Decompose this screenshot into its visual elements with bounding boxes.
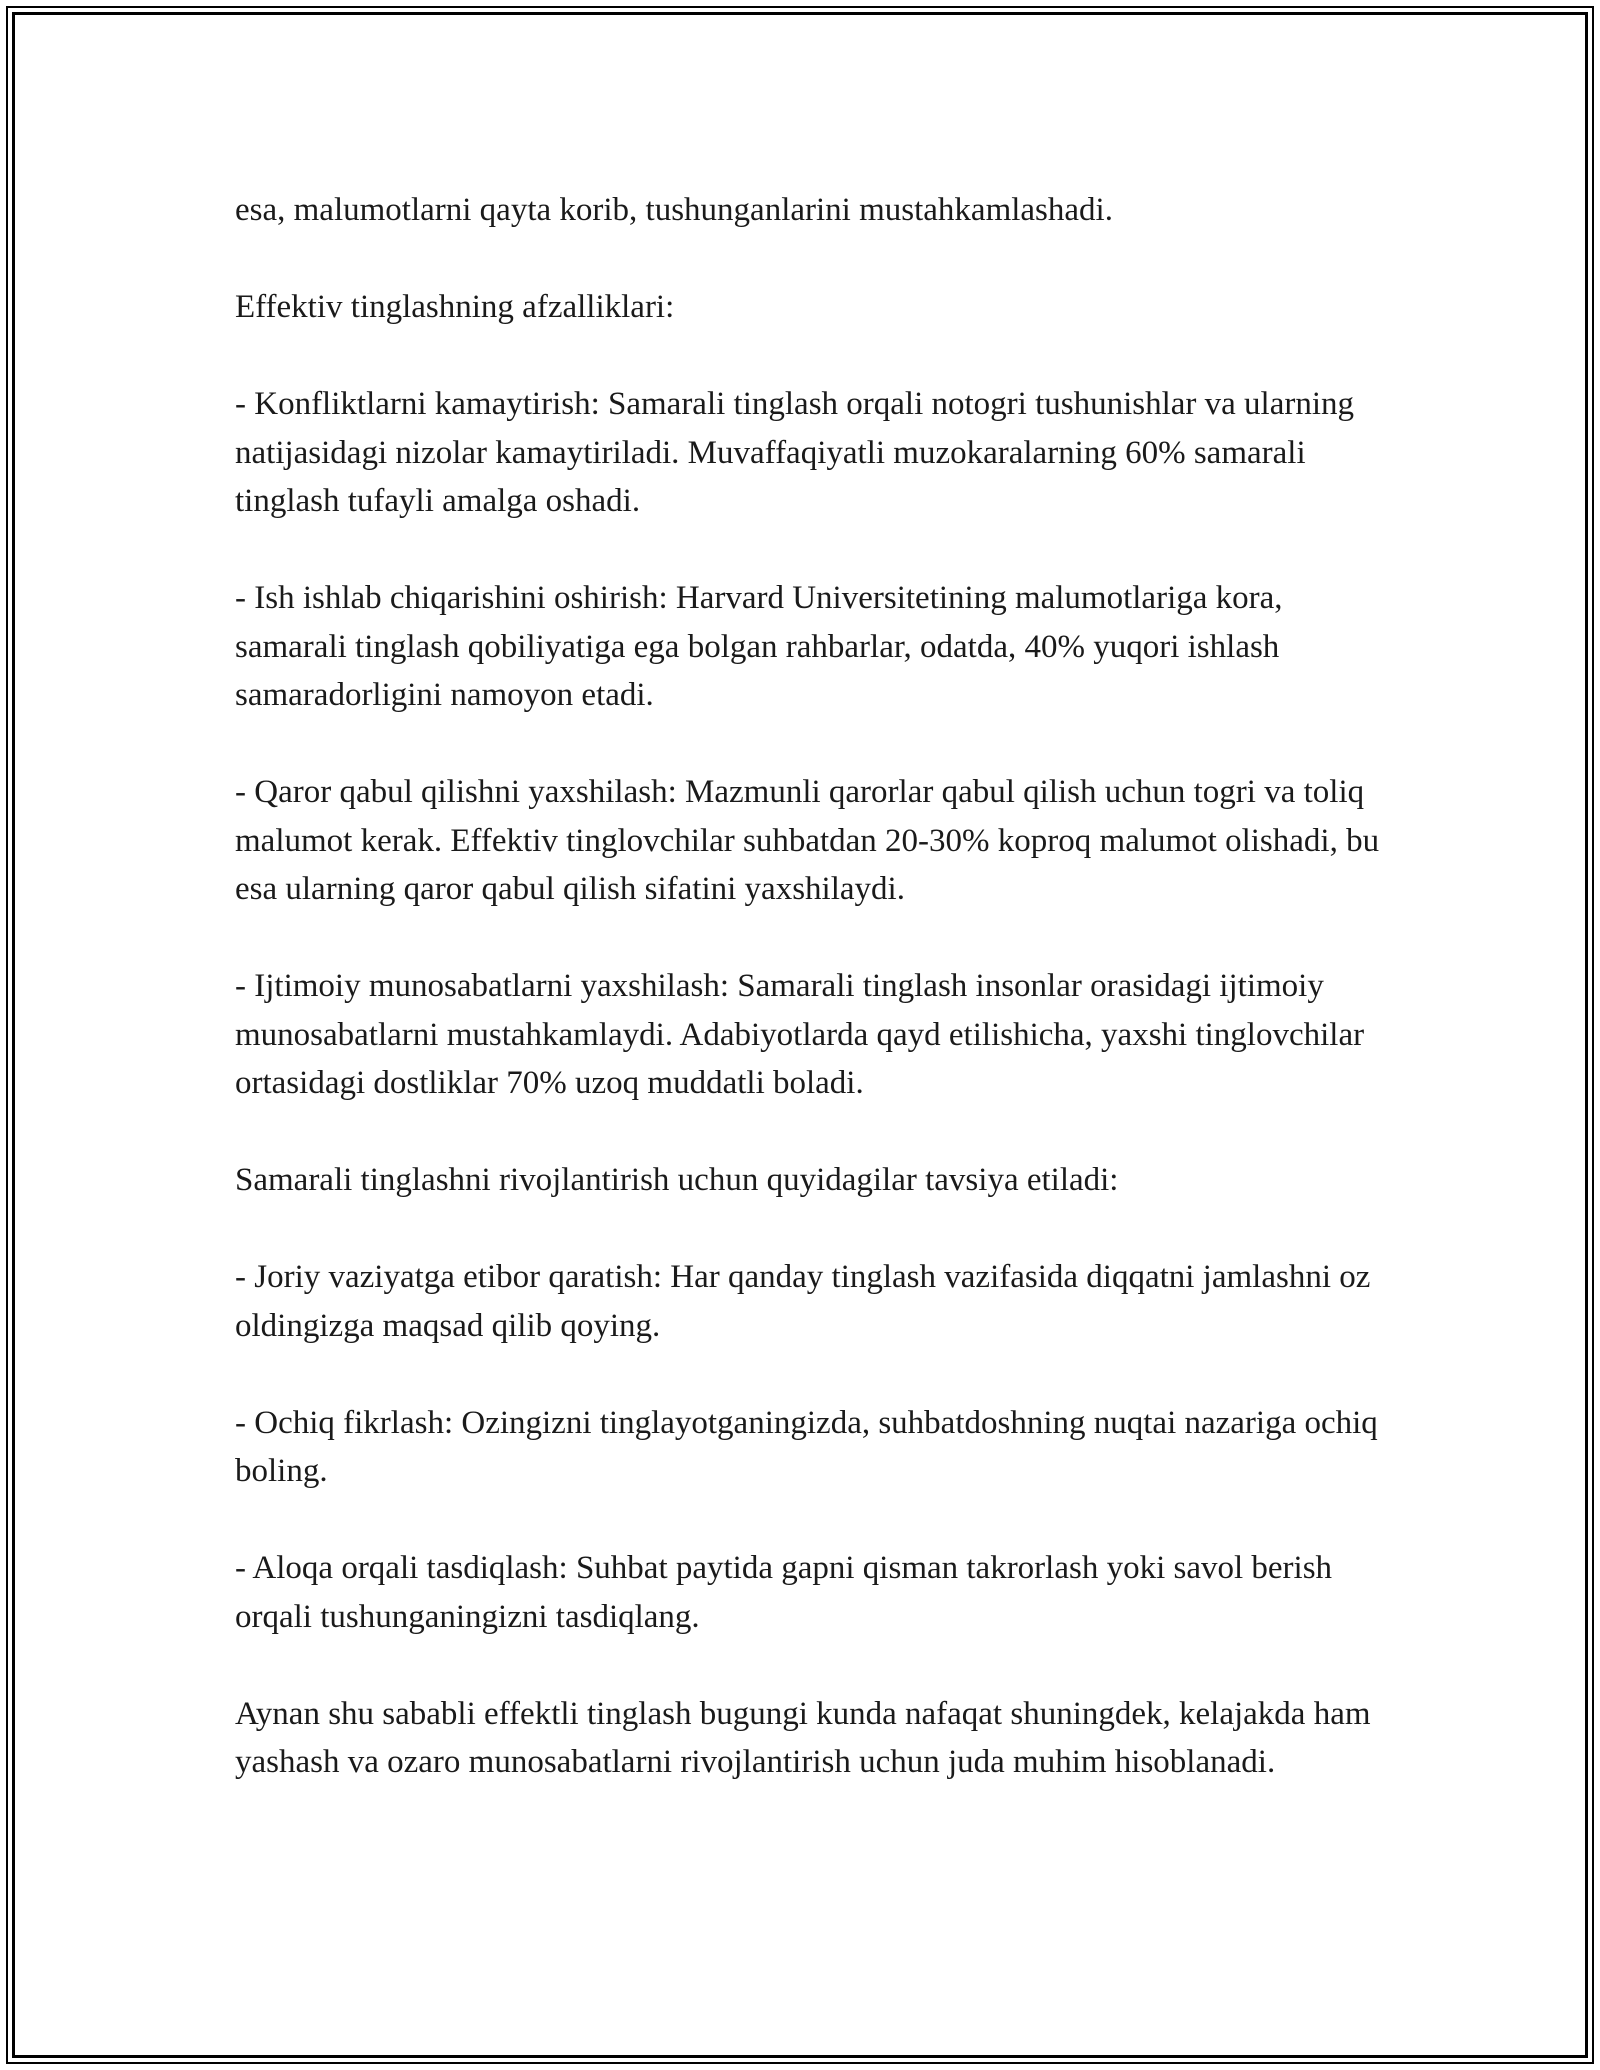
paragraph-continuation: esa, malumotlarni qayta korib, tushunganlarini mustahkamlashadi. <box>235 192 1113 228</box>
benefit-item-decisions: - Qaror qabul qilishni yaxshilash: Mazmunli qarorlar qabul qilish uchun togri va toliq malumot kerak. Effektiv tinglovchilar suhbatdan 20-30% koproq malumot olishadi, bu esa ularning qaror qabul qilish sifatini yaxshilaydi. <box>235 774 1380 907</box>
benefit-item-relationships: - Ijtimoiy munosabatlarni yaxshilash: Samarali tinglash insonlar orasidagi ijtimoiy munosabatlarni mustahkamlaydi. Adabiyotlarda qayd etilishicha, yaxshi tinglovchilar ortasidagi dostliklar 70% uzoq muddatli boladi. <box>235 968 1365 1101</box>
recommendation-item-confirmation: - Aloqa orqali tasdiqlash: Suhbat paytida gapni qisman takrorlash yoki savol berish orqali tushunganingizni tasdiqlang. <box>235 1550 1333 1635</box>
document-body <box>235 186 1385 1787</box>
heading-benefits: Effektiv tinglashning afzalliklari: <box>235 289 675 325</box>
recommendation-item-focus: - Joriy vaziyatga etibor qaratish: Har qanday tinglash vazifasida diqqatni jamlashni oz oldingizga maqsad qilib qoying. <box>235 1259 1371 1344</box>
paragraph-conclusion: Aynan shu sababli effektli tinglash bugungi kunda nafaqat shuningdek, kelajakda ham yashash va ozaro munosabatlarni rivojlantirish uchun juda muhim hisoblanadi. <box>235 1695 1371 1780</box>
benefit-item-conflicts: - Konfliktlarni kamaytirish: Samarali tinglash orqali notogri tushunishlar va ularning natijasidagi nizolar kamaytiriladi. Muvaffaqiyatli muzokaralarning 60% samarali tinglash tufayli amalga oshadi. <box>235 386 1355 519</box>
benefit-item-productivity: - Ish ishlab chiqarishini oshirish: Harvard Universitetining malumotlariga kora, samarali tinglash qobiliyatiga ega bolgan rahbarlar, odatda, 40% yuqori ishlash samaradorligini namoyon etadi. <box>235 580 1283 713</box>
recommendation-item-open-mind: - Ochiq fikrlash: Ozingizni tinglayotganingizda, suhbatdoshning nuqtai nazariga ochiq boling. <box>235 1404 1378 1489</box>
heading-recommendations: Samarali tinglashni rivojlantirish uchun quyidagilar tavsiya etiladi: <box>235 1162 1119 1198</box>
